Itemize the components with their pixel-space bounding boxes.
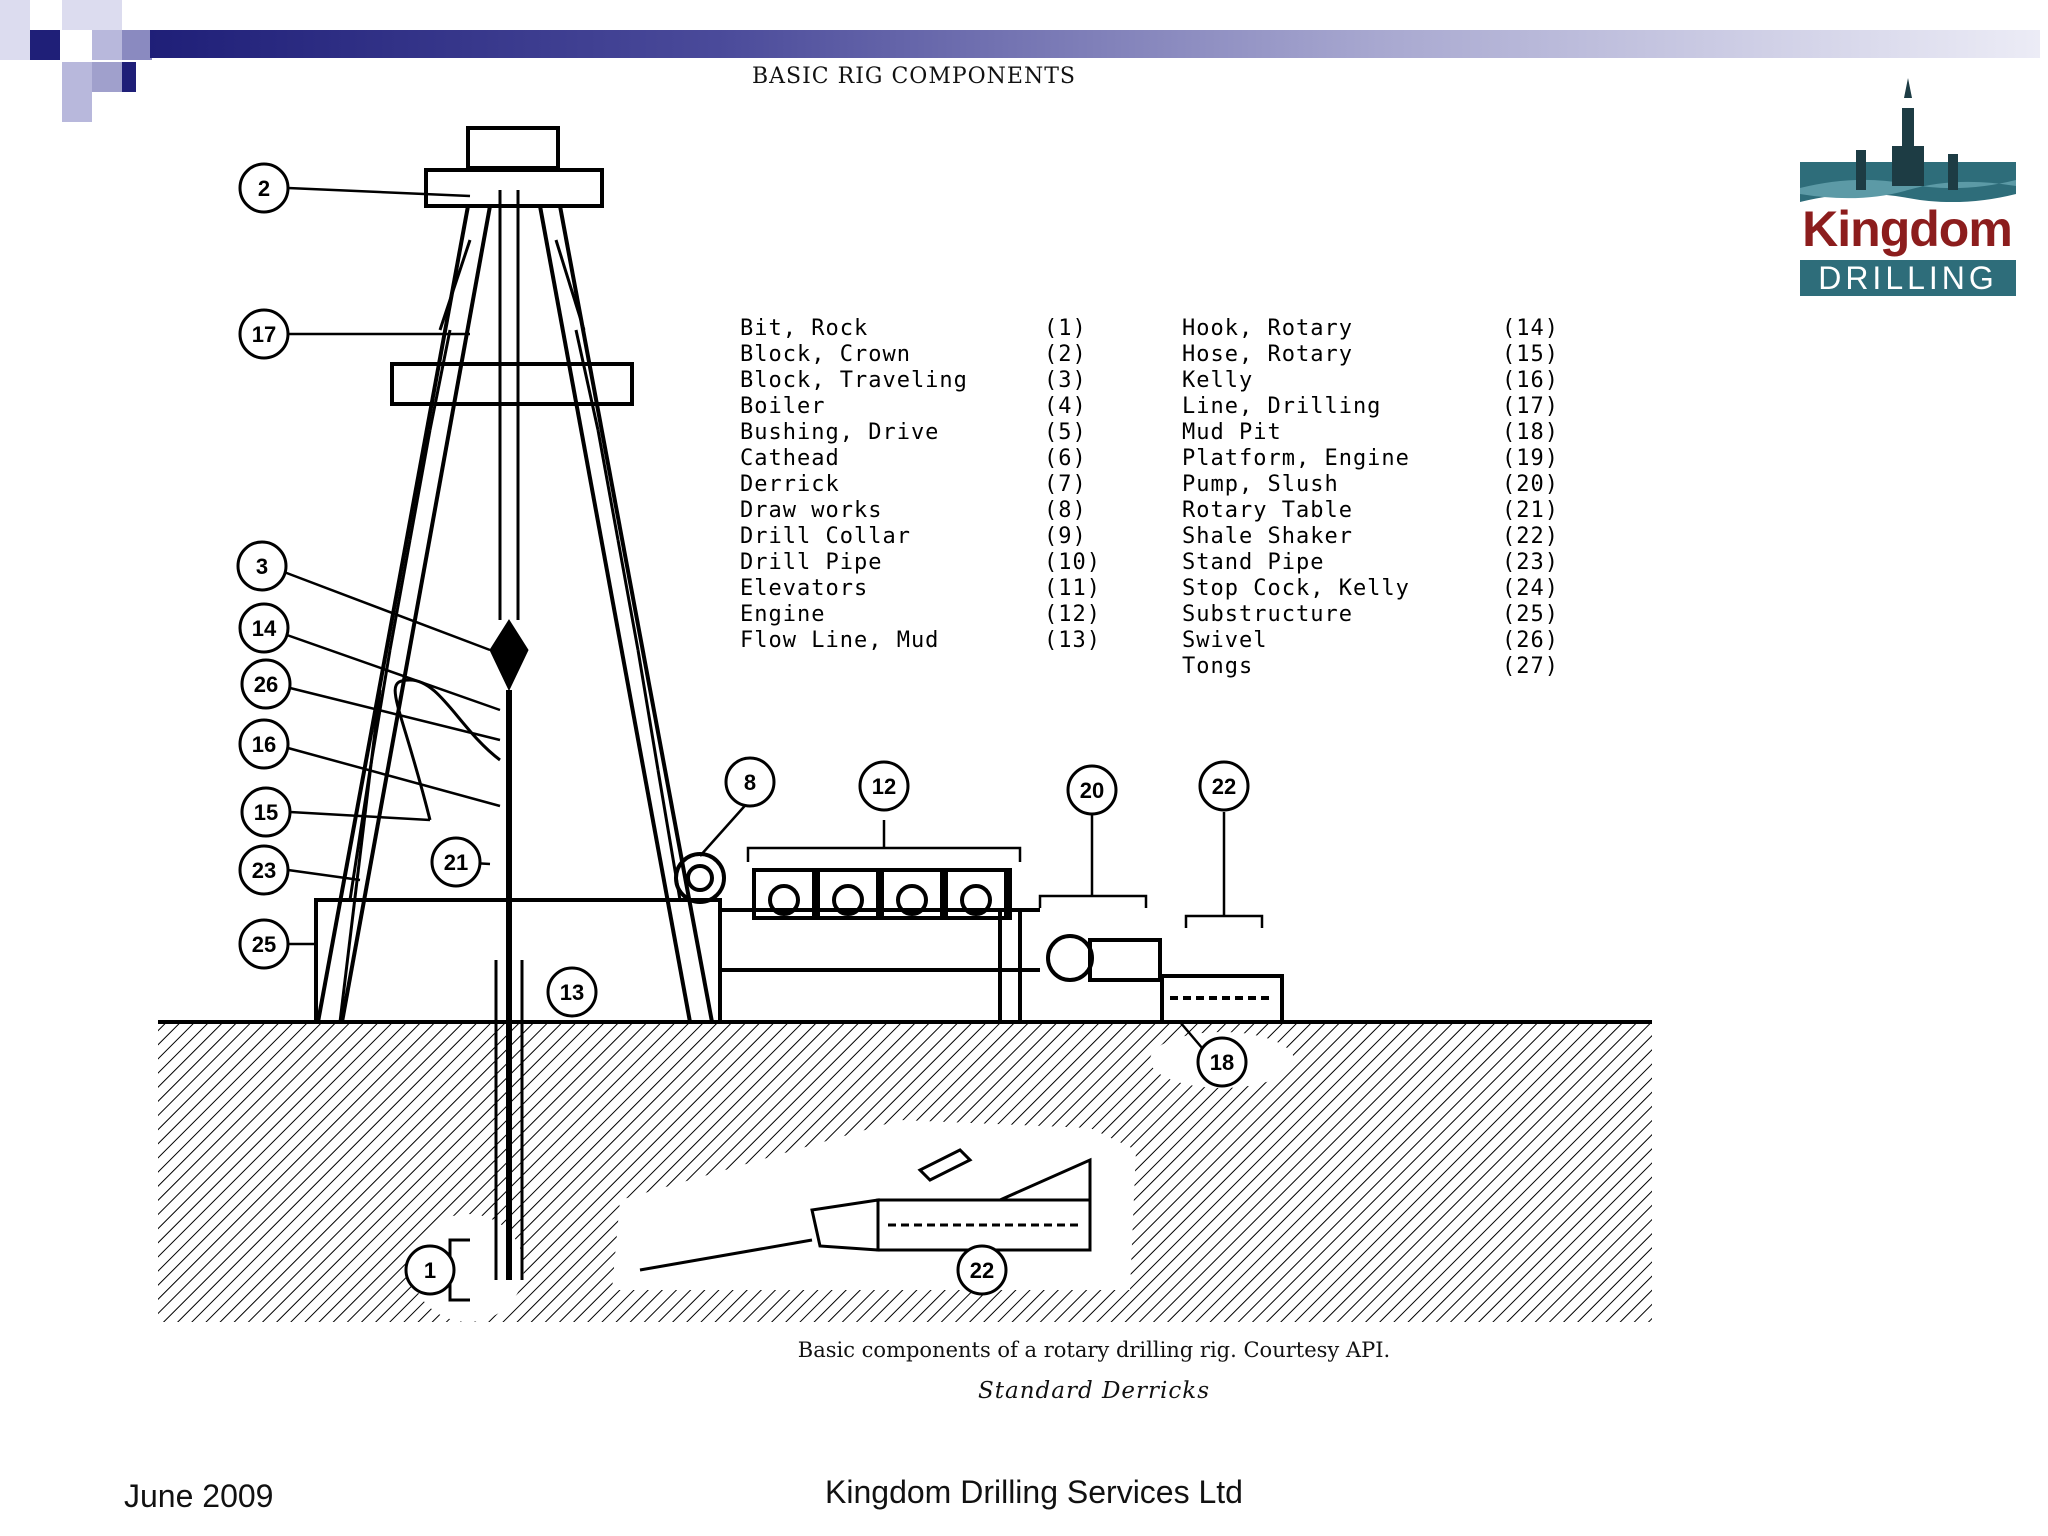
legend-item-number: (26)	[1502, 628, 1559, 653]
legend-item-number: (12)	[1044, 602, 1101, 627]
callout-20: 20	[1079, 778, 1105, 803]
legend-item-name: Drill Pipe	[740, 550, 883, 575]
legend-item-name: Line, Drilling	[1182, 394, 1382, 419]
legend-item-number: (27)	[1502, 654, 1559, 679]
legend-item-number: (19)	[1502, 446, 1559, 471]
legend-item-name: Swivel	[1182, 628, 1268, 653]
legend-item-number: (17)	[1502, 394, 1559, 419]
callout-16: 16	[251, 732, 277, 757]
legend-item-number: (6)	[1044, 446, 1087, 471]
footer-company: Kingdom Drilling Services Ltd	[825, 1474, 1243, 1510]
legend-item-number: (5)	[1044, 420, 1087, 445]
legend-item-number: (7)	[1044, 472, 1087, 497]
callout-23: 23	[251, 858, 277, 883]
legend-item-number: (21)	[1502, 498, 1559, 523]
legend-item-number: (3)	[1044, 368, 1087, 393]
legend-item-number: (13)	[1044, 628, 1101, 653]
legend-item-number: (24)	[1502, 576, 1559, 601]
legend-item-name: Cathead	[740, 446, 840, 471]
legend-item-number: (20)	[1502, 472, 1559, 497]
callout-12: 12	[871, 774, 897, 799]
legend-item-name: Shale Shaker	[1182, 524, 1353, 549]
legend-item-name: Elevators	[740, 576, 869, 601]
legend-item-number: (10)	[1044, 550, 1101, 575]
legend-item-number: (22)	[1502, 524, 1559, 549]
callout-25: 25	[251, 932, 277, 957]
legend-item-name: Block, Crown	[740, 342, 911, 367]
legend-item-number: (4)	[1044, 394, 1087, 419]
legend-item-name: Stand Pipe	[1182, 550, 1325, 575]
legend-item-name: Block, Traveling	[740, 368, 968, 393]
callout-2: 2	[257, 176, 271, 201]
legend-item-number: (11)	[1044, 576, 1101, 601]
legend-item-name: Draw works	[740, 498, 883, 523]
derrick	[318, 128, 712, 1022]
legend-item-name: Bushing, Drive	[740, 420, 940, 445]
logo-text-kingdom: Kingdom	[1802, 201, 2012, 257]
legend-item-name: Pump, Slush	[1182, 472, 1339, 497]
callout-21: 21	[443, 850, 469, 875]
rig-diagram	[150, 120, 1670, 1340]
callout-22b: 22	[969, 1258, 995, 1283]
legend-item-name: Hook, Rotary	[1182, 316, 1353, 341]
legend-item-number: (1)	[1044, 316, 1087, 341]
figure-caption: Basic components of a rotary drilling rig. Courtesy API.	[797, 1338, 1391, 1362]
callout-1: 1	[423, 1258, 437, 1283]
legend-item-number: (8)	[1044, 498, 1087, 523]
legend-item-name: Hose, Rotary	[1182, 342, 1353, 367]
legend-item-number: (9)	[1044, 524, 1087, 549]
slide-title: BASIC RIG COMPONENTS	[751, 64, 1076, 89]
callout-26: 26	[253, 672, 279, 697]
figure-subcaption: Standard Derricks	[978, 1378, 1211, 1404]
legend-item-number: (25)	[1502, 602, 1559, 627]
logo-text-drilling: DRILLING	[1818, 260, 1998, 296]
legend-item-number: (2)	[1044, 342, 1087, 367]
mud-pit	[1162, 976, 1282, 1022]
legend-item-name: Engine	[740, 602, 826, 627]
callout-13: 13	[559, 980, 585, 1005]
slush-pump	[1048, 936, 1160, 980]
legend-item-number: (16)	[1502, 368, 1559, 393]
header-banner	[150, 30, 2040, 58]
callout-22: 22	[1211, 774, 1237, 799]
legend-item-name: Drill Collar	[740, 524, 911, 549]
legend-item-number: (15)	[1502, 342, 1559, 367]
legend-item-name: Substructure	[1182, 602, 1353, 627]
legend-item-name: Boiler	[740, 394, 826, 419]
legend-item-name: Kelly	[1182, 368, 1254, 393]
legend-item-number: (18)	[1502, 420, 1559, 445]
legend-item-name: Bit, Rock	[740, 316, 869, 341]
legend-item-name: Stop Cock, Kelly	[1182, 576, 1410, 601]
legend-item-name: Mud Pit	[1182, 420, 1282, 445]
callout-15: 15	[253, 800, 279, 825]
legend-item-number: (14)	[1502, 316, 1559, 341]
callout-3: 3	[255, 554, 269, 579]
callout-18: 18	[1209, 1050, 1235, 1075]
callout-14: 14	[251, 616, 277, 641]
callout-17: 17	[251, 322, 277, 347]
footer-date: June 2009	[124, 1478, 274, 1514]
legend-item-name: Platform, Engine	[1182, 446, 1410, 471]
legend-item-number: (23)	[1502, 550, 1559, 575]
callout-8: 8	[743, 770, 757, 795]
legend-item-name: Flow Line, Mud	[740, 628, 940, 653]
legend-item-name: Tongs	[1182, 654, 1254, 679]
legend-item-name: Derrick	[740, 472, 840, 497]
legend-item-name: Rotary Table	[1182, 498, 1353, 523]
